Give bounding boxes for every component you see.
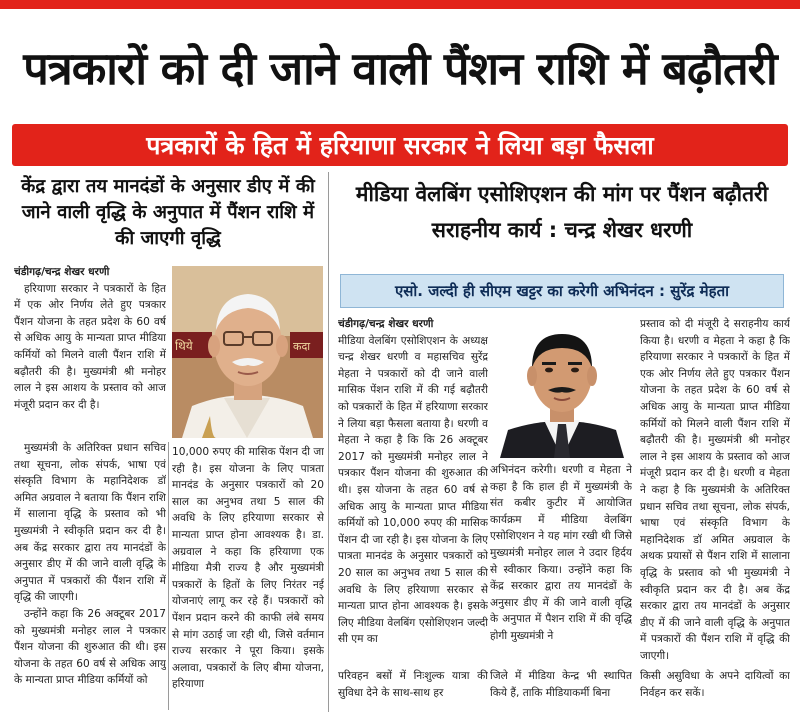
- right-story-column-2: [490, 462, 632, 662]
- right-story-col3-text: प्रस्ताव को दी मंजूरी दे सराहनीय कार्य किया है। धरणी व मेहता ने कहा है कि हरियाणा सरकार ने पत्रकारों के हित में एक ओर निर्णय लेते हुए पत्रकार पैंशन योजना के तहत प्रदेश के 60 वर्ष से अधिक आयु के मान्यता प्राप्त मीडिया कर्मियों को मिलने वाली पैंशन राशि में बढ़ौतरी की है। मुख्यमंत्री श्री मनोहर लाल ने इस आशय के प्रस्ताव को आज मंजूरी प्रदान कर दी है। धरणी व मेहता ने कहा है कि मुख्यमंत्री के अतिरिक्त प्रधान सचिव तथा सूचना, लोक संपर्क, भाषा एवं संस्कृति विभाग के महानिदेशक डॉ अमित अग्रवाल के अथक प्रयासों से पैंशन राशि में सालाना वृद्धि के प्रस्ताव को भी मुख्यमंत्री ने स्वीकृति प्रदान कर दी है। अब केंद्र सरकार द्वारा तय मानदंडों के अनुसार डीए में की जाने वाली वृद्धि के अनुपात में पत्रकारों की पैंशन राशि में वृद्धि की जाएगी।: [640, 318, 790, 662]
- left-story-paragraph-4: 10,000 रुपए की मासिक पेंशन दी जा रही है। इस योजना के लिए पात्रता मानदंड के अनुसार पत्रकारों को 20 साल का अनुभव तथा 5 साल की अवधि के लिए हरियाणा सरकार से मान्यता प्राप्त होना आवश्यक है। डा. अग्रवाल ने कहा कि हरियाणा एक मीडिया मैत्री राज्य है और मुख्यमंत्री पत्रकारों के हितों के लिए निरंतर नई योजनाएं लागू कर रहे हैं। पत्रकारों को पेंशन प्रदान करने की काफी लंबे समय से मांग उठाई जा रही थी, जिसे वर्तमान राज्य सरकार ने पूरा किया। इसके अलावा, पत्रकारों के लिए बीमा योजना, हरियाणा: [172, 446, 324, 691]
- photo-sign-text-left: थिये: [175, 339, 193, 353]
- right-story-bottom-3: किसी असुविधा के अपने दायित्वों का निर्वहन कर सकें।: [640, 670, 790, 699]
- portrait-illustration-1: [172, 266, 323, 438]
- right-story-subheadline: एसो. जल्दी ही सीएम खट्टर का करेगी अभिनंदन : सुरेंद्र मेहता: [340, 274, 784, 308]
- left-story-column-right: [172, 444, 324, 710]
- column-divider-left: [168, 442, 169, 710]
- left-story-paragraph-2: मुख्यमंत्री के अतिरिक्त प्रधान सचिव तथा सूचना, लोक संपर्क, भाषा एवं संस्कृति विभाग के महानिदेशक डॉ अमित अग्रवाल ने बताया कि पैंशन राशि में सालाना वृद्धि के प्रस्ताव को भी मुख्यमंत्री ने स्वीकृति प्रदान कर दी है। अब केंद्र सरकार द्वारा तय मानदंडों के अनुसार डीए में की जाने वाली वृद्धि के अनुपात में पत्रकारों की पैंशन राशि में वृद्धि की जाएगी।: [14, 442, 166, 604]
- right-story-dateline: चंडीगढ़/चन्द्र शेखर धरणी: [338, 318, 434, 330]
- right-story-column-1: [338, 316, 488, 664]
- main-headline: पत्रकारों को दी जाने वाली पैंशन राशि में बढ़ौतरी: [23, 41, 777, 95]
- left-story-dateline: चंडीगढ़/चन्द्र शेखर धरणी: [14, 266, 110, 278]
- left-story-headline: केंद्र द्वारा तय मानदंडों के अनुसार डीए में की जाने वाली वृद्धि के अनुपात में पैंशन राशि में की जाएगी वृद्धि: [21, 176, 315, 249]
- left-story-paragraph-1: हरियाणा सरकार ने पत्रकारों के हित में एक ओर निर्णय लेते हुए पत्रकार पैंशन योजना के तहत प्रदेश के 60 वर्ष से अधिक आयु के मान्यता प्राप्त मीडिया कर्मियों को मिलने वाली पैंशन राशि में बढ़ौतरी की है। मुख्यमंत्री श्री मनोहर लाल ने इस आशय के प्रस्ताव को आज मंजूरी प्रदान कर दी है।: [14, 282, 166, 411]
- column-divider-main: [328, 172, 329, 712]
- right-story-col1-text: मीडिया वेलबिंग एसोशिएशन के अध्यक्ष चन्द्र शेखर धरणी व महासचिव सुरेंद्र मेहता ने पत्रकारों को दी जाने वाली मासिक पेंशन राशि में की गई बढ़ौतरी को पत्रकारों के हित में हरियाणा सरकार ने लिया बड़ा फैसला बताया है। धरणी व मेहता ने कहा है कि कि 26 अक्टूबर 2017 को मुख्यमंत्री मनोहर लाल ने पत्रकार पैंशन योजना की शुरुआत की थी। इस योजना के तहत 60 वर्ष से अधिक आयु के मान्यता प्राप्त मीडिया कर्मियों को 10,000 रुपए की मासिक पेंशन दी जा रही है। इस योजना के लिए पात्रता मानदंड के अनुसार पत्रकारों को 20 साल का अनुभव तथा 5 साल की अवधि के लिए हरियाणा सरकार से मान्यता प्राप्त होना आवश्यक है। इसके लिए मीडिया वेलबिंग एसोशिएशन जल्दी सी एम का: [338, 334, 488, 646]
- right-story-header: [334, 176, 790, 312]
- top-red-strip: [0, 0, 800, 9]
- right-story-bottom-1: परिवहन बसों में निःशुल्क यात्रा की सुविधा देने के साथ-साथ हर: [338, 670, 488, 699]
- left-story-column-top: [14, 264, 166, 436]
- photo-surendra-mehta: [492, 318, 632, 458]
- red-banner-subheadline: पत्रकारों के हित में हरियाणा सरकार ने लिया बड़ा फैसला: [12, 124, 788, 166]
- photo-sign-text-right: कदा: [293, 340, 311, 353]
- right-story-headline: मीडिया वेलबिंग एसोशिएशन की मांग पर पैंशन बढ़ौतरी सराहनीय कार्य : चन्द्र शेखर धरणी: [355, 182, 769, 242]
- right-story-column-3: [640, 316, 790, 662]
- left-story-paragraph-3: उन्होंने कहा कि 26 अक्टूबर 2017 को मुख्यमंत्री मनोहर लाल ने पत्रकार पैंशन योजना की शुरुआत की थी। इस योजना के तहत 60 वर्ष से अधिक आयु के मान्यता प्राप्त मीडिया कर्मियों को: [14, 607, 166, 687]
- photo-chief-minister: [172, 266, 323, 438]
- left-story-column-bottom: [14, 440, 166, 710]
- right-story-bottom-2: जिले में मीडिया केन्द्र भी स्थापित किये हैं, ताकि मीडियाकर्मी बिना: [490, 670, 632, 699]
- portrait-illustration-2: [492, 318, 632, 458]
- right-story-col2-text: अभिनंदन करेगी। धरणी व मेहता ने कहा है कि हाल ही में मुख्यमंत्री के संत कबीर कुटीर में आयोजित कार्यक्रम में मीडिया वेलबिंग एसोशिएशन ने यह मांग रखी थी जिसे मुख्यमंत्री मनोहर लाल ने उदार हिर्दय से स्वीकार किया। उन्होंने कहा कि केंद्र सरकार द्वारा तय मानदंडों के अनुसार डीए में की जाने वाली वृद्धि के अनुपात में पैशन राशि में की वृद्धि होगी मुख्यमंत्री ने: [490, 464, 632, 642]
